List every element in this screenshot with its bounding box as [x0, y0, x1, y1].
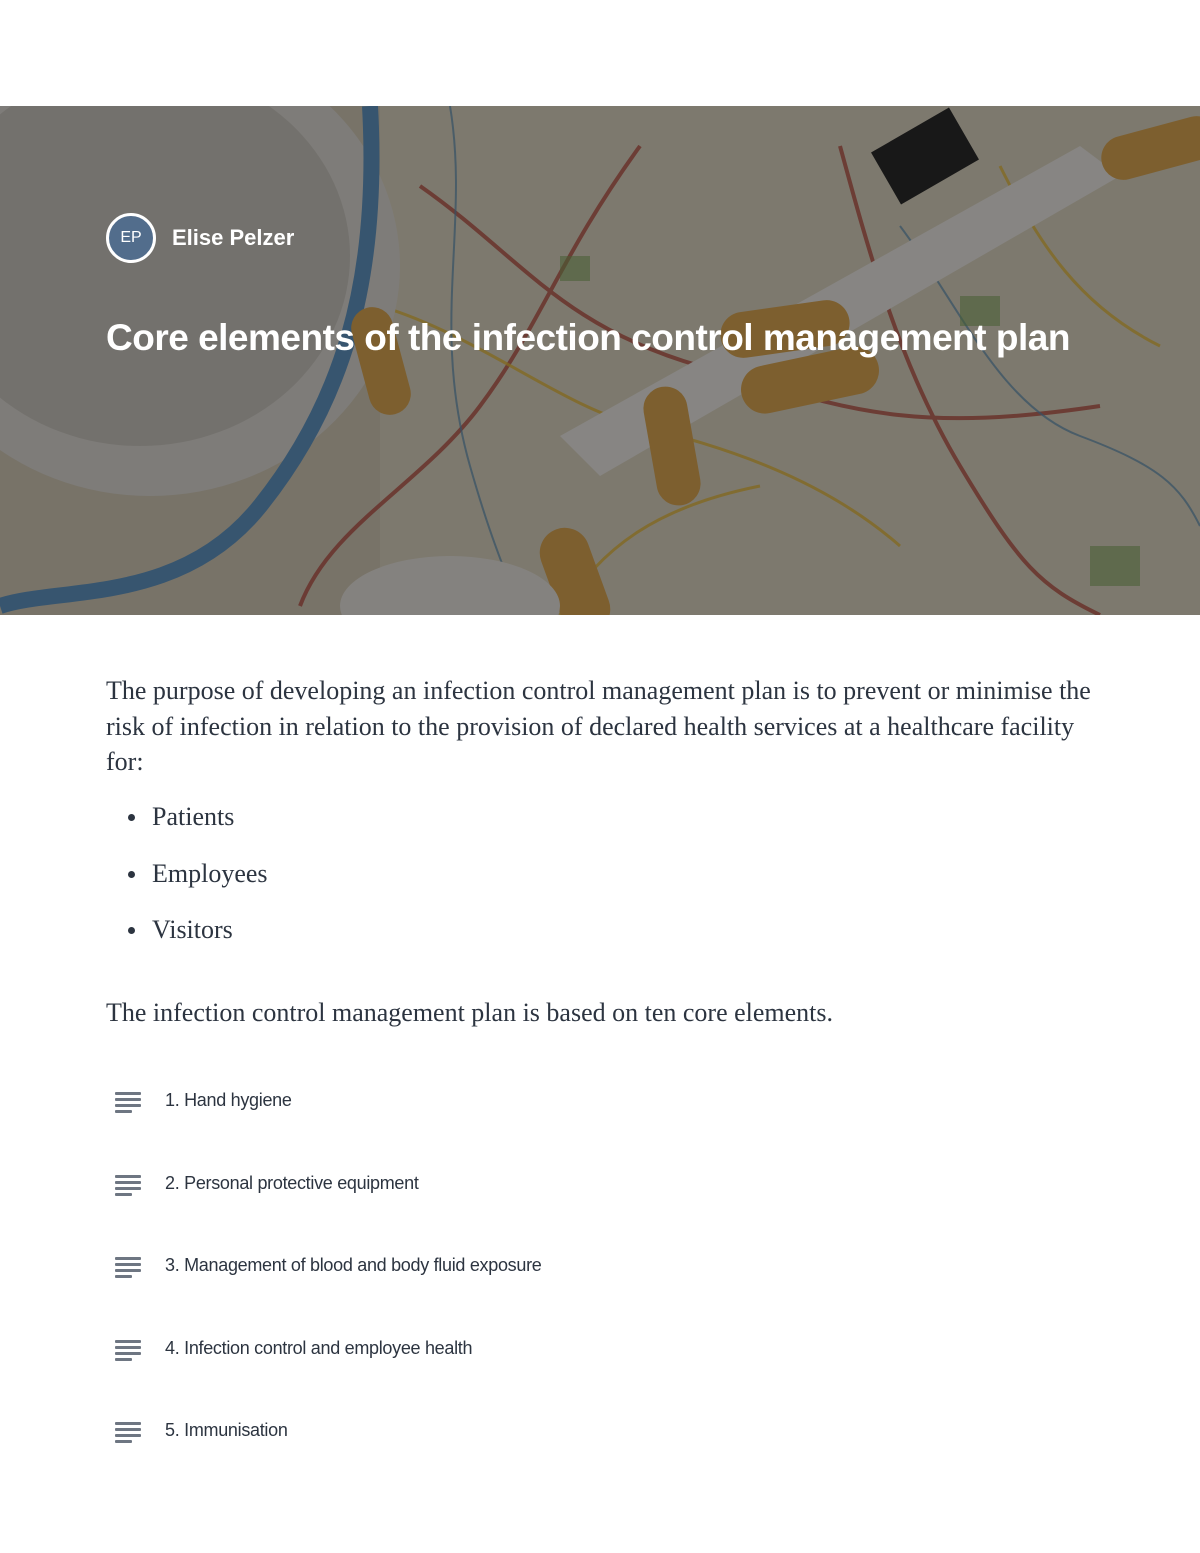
bullet-icon [128, 927, 135, 934]
section-list [0, 1079, 1200, 1492]
text-lines-icon [115, 1422, 141, 1442]
page-title: Core elements of the infection control management plan [106, 317, 1070, 358]
text-lines-icon [115, 1340, 141, 1360]
list-item [106, 856, 268, 913]
author-name: Elise Pelzer [172, 225, 295, 250]
section-link-immunisation[interactable] [0, 1409, 1200, 1492]
audience-list [106, 799, 268, 969]
section-link-blood-exposure[interactable] [0, 1244, 1200, 1327]
section-label: 5. Immunisation [165, 1420, 288, 1440]
list-item-label: Employees [152, 858, 268, 888]
section-link-employee-health[interactable] [0, 1327, 1200, 1410]
avatar: EP [106, 213, 156, 263]
bullet-icon [128, 871, 135, 878]
section-label: 2. Personal protective equipment [165, 1172, 419, 1193]
list-item [106, 912, 268, 969]
section-label: 3. Management of blood and body fluid exposure [165, 1255, 542, 1275]
summary-paragraph: The infection control management plan is based on ten core elements. [106, 998, 834, 1027]
section-label: 4. Infection control and employee health [165, 1337, 473, 1358]
list-item-label: Patients [152, 802, 235, 831]
author[interactable] [106, 213, 294, 263]
bullet-icon [128, 814, 135, 821]
section-link-ppe[interactable] [0, 1162, 1200, 1245]
hero-banner [0, 106, 1200, 615]
intro-paragraph: The purpose of developing an infection control management plan is to prevent or minimise the risk of infection in relation to the provision of declared health services at a healthcare facility for: [106, 676, 1091, 776]
section-label: 1. Hand hygiene [165, 1090, 292, 1110]
text-lines-icon [115, 1175, 141, 1195]
text-lines-icon [115, 1092, 141, 1112]
section-link-hand-hygiene[interactable] [0, 1079, 1200, 1162]
list-item [106, 799, 268, 856]
list-item-label: Visitors [152, 915, 233, 944]
text-lines-icon [115, 1257, 141, 1277]
